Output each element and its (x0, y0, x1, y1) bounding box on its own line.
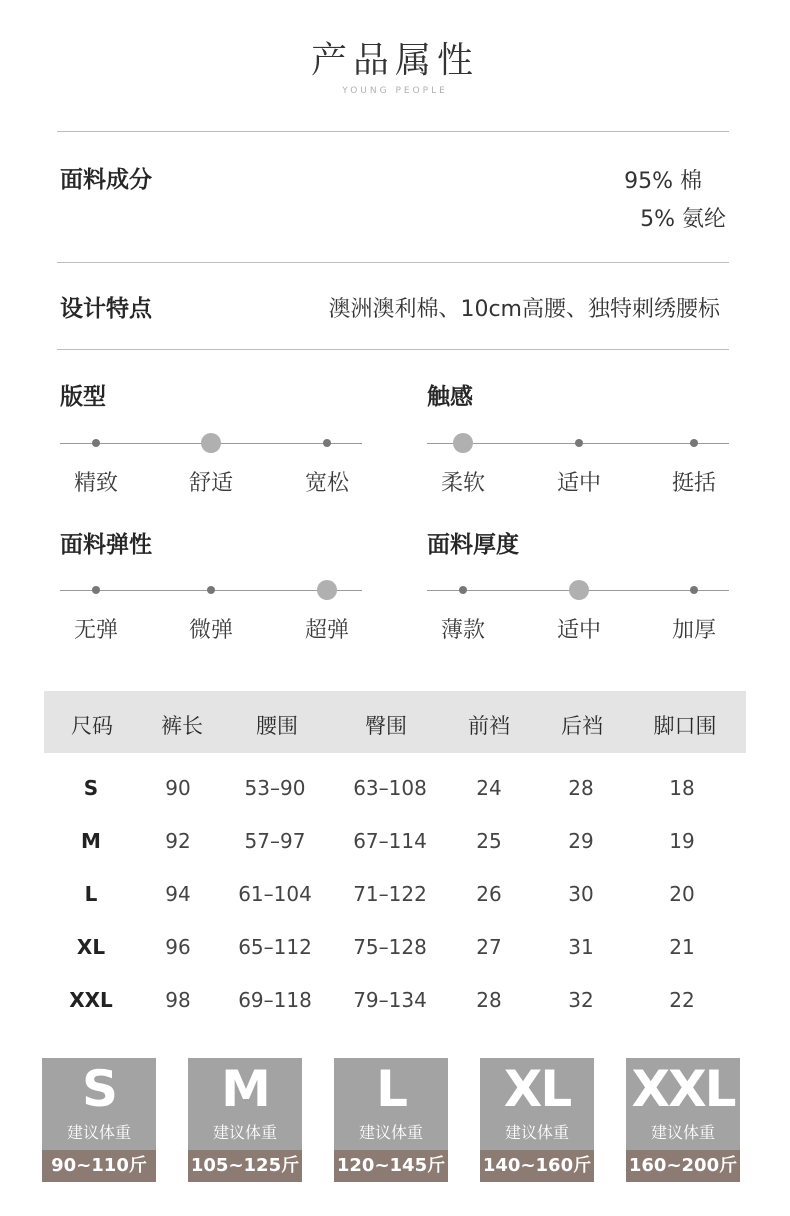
card-size: M (221, 1060, 269, 1118)
touch-label: 触感 (427, 384, 473, 410)
elasticity-dot-1 (92, 586, 100, 594)
table-cell: 31 (568, 935, 594, 959)
table-cell: 19 (669, 829, 695, 853)
thickness-option-3: 加厚 (671, 618, 716, 643)
table-cell: 69–118 (238, 988, 312, 1012)
table-cell: XXL (69, 988, 113, 1012)
col-header-front-rise: 前裆 (468, 714, 510, 738)
table-cell: 96 (165, 935, 191, 959)
thickness-dot-1 (459, 586, 467, 594)
thickness-dot-3 (690, 586, 698, 594)
fit-dot-3 (323, 439, 331, 447)
table-cell: 28 (476, 988, 502, 1012)
elasticity-label: 面料弹性 (60, 532, 152, 558)
table-cell: 18 (669, 776, 695, 800)
table-cell: 92 (165, 829, 191, 853)
table-cell: 28 (568, 776, 594, 800)
card-caption: 建议体重 (650, 1123, 715, 1142)
design-label: 设计特点 (60, 296, 152, 322)
card-weight-range: 120~145斤 (334, 1150, 448, 1182)
table-cell: 79–134 (353, 988, 427, 1012)
table-cell: 65–112 (238, 935, 312, 959)
touch-dot-3 (690, 439, 698, 447)
touch-option-3: 挺括 (671, 471, 716, 496)
thickness-dot-2-selected (569, 580, 589, 600)
touch-dot-1-selected (453, 433, 473, 453)
col-header-hem: 脚口围 (653, 714, 717, 738)
card-size: XXL (631, 1060, 735, 1118)
fit-option-2: 舒适 (188, 471, 233, 496)
fit-label: 版型 (60, 384, 106, 410)
table-cell: 24 (476, 776, 502, 800)
col-header-waist: 腰围 (256, 714, 298, 738)
table-cell: S (83, 776, 99, 800)
table-cell: 27 (476, 935, 502, 959)
page-title: 产品属性 (310, 40, 479, 81)
weight-card-l (334, 1058, 448, 1182)
weight-card-s (42, 1058, 156, 1182)
elasticity-option-1: 无弹 (73, 618, 118, 643)
divider (57, 131, 729, 132)
table-cell: 57–97 (244, 829, 306, 853)
fit-option-1: 精致 (73, 471, 118, 496)
fit-option-3: 宽松 (304, 471, 349, 496)
table-cell: 25 (476, 829, 502, 853)
weight-card-xxl (626, 1058, 740, 1182)
table-cell: L (84, 882, 98, 906)
table-cell: 29 (568, 829, 594, 853)
table-cell: 94 (165, 882, 191, 906)
elasticity-dot-3-selected (317, 580, 337, 600)
col-header-size: 尺码 (71, 714, 113, 738)
card-weight-range: 105~125斤 (188, 1150, 302, 1182)
col-header-hip: 臀围 (365, 714, 407, 738)
thickness-option-1: 薄款 (440, 618, 485, 643)
touch-option-2: 适中 (556, 471, 601, 496)
touch-dot-2 (575, 439, 583, 447)
divider (57, 262, 729, 263)
fabric-value-cotton: 95% 棉 (624, 169, 702, 194)
table-cell: XL (76, 935, 106, 959)
card-caption: 建议体重 (504, 1123, 569, 1142)
page-subtitle: YOUNG PEOPLE (342, 86, 448, 96)
card-size: L (376, 1060, 406, 1118)
divider (57, 349, 729, 350)
table-cell: 90 (165, 776, 191, 800)
thickness-option-2: 适中 (556, 618, 601, 643)
card-weight-range: 140~160斤 (480, 1150, 594, 1182)
elasticity-option-3: 超弹 (304, 618, 349, 643)
col-header-back-rise: 后裆 (561, 714, 603, 738)
table-cell: 75–128 (353, 935, 427, 959)
table-cell: 21 (669, 935, 695, 959)
elasticity-option-2: 微弹 (188, 618, 233, 643)
elasticity-dot-2 (207, 586, 215, 594)
table-cell: 30 (568, 882, 594, 906)
card-caption: 建议体重 (212, 1123, 277, 1142)
table-cell: 26 (476, 882, 502, 906)
design-value: 澳洲澳利棉、10cm高腰、独特刺绣腰标 (328, 297, 720, 322)
card-caption: 建议体重 (66, 1123, 131, 1142)
table-cell: 61–104 (238, 882, 312, 906)
table-cell: 20 (669, 882, 695, 906)
table-cell: 53–90 (244, 776, 306, 800)
fabric-label: 面料成分 (60, 167, 152, 193)
fabric-value-spandex: 5% 氨纶 (640, 207, 726, 232)
col-header-length: 裤长 (161, 714, 203, 738)
weight-card-m (188, 1058, 302, 1182)
fit-dot-1 (92, 439, 100, 447)
table-cell: M (81, 829, 101, 853)
table-cell: 22 (669, 988, 695, 1012)
card-weight-range: 160~200斤 (626, 1150, 740, 1182)
card-size: XL (503, 1060, 571, 1118)
touch-option-1: 柔软 (440, 471, 485, 496)
table-cell: 67–114 (353, 829, 427, 853)
fit-dot-2-selected (201, 433, 221, 453)
weight-card-xl (480, 1058, 594, 1182)
table-cell: 71–122 (353, 882, 427, 906)
table-cell: 32 (568, 988, 594, 1012)
table-cell: 98 (165, 988, 191, 1012)
thickness-label: 面料厚度 (427, 532, 519, 558)
card-size: S (81, 1060, 116, 1118)
card-weight-range: 90~110斤 (42, 1150, 156, 1182)
table-cell: 63–108 (353, 776, 427, 800)
card-caption: 建议体重 (358, 1123, 423, 1142)
